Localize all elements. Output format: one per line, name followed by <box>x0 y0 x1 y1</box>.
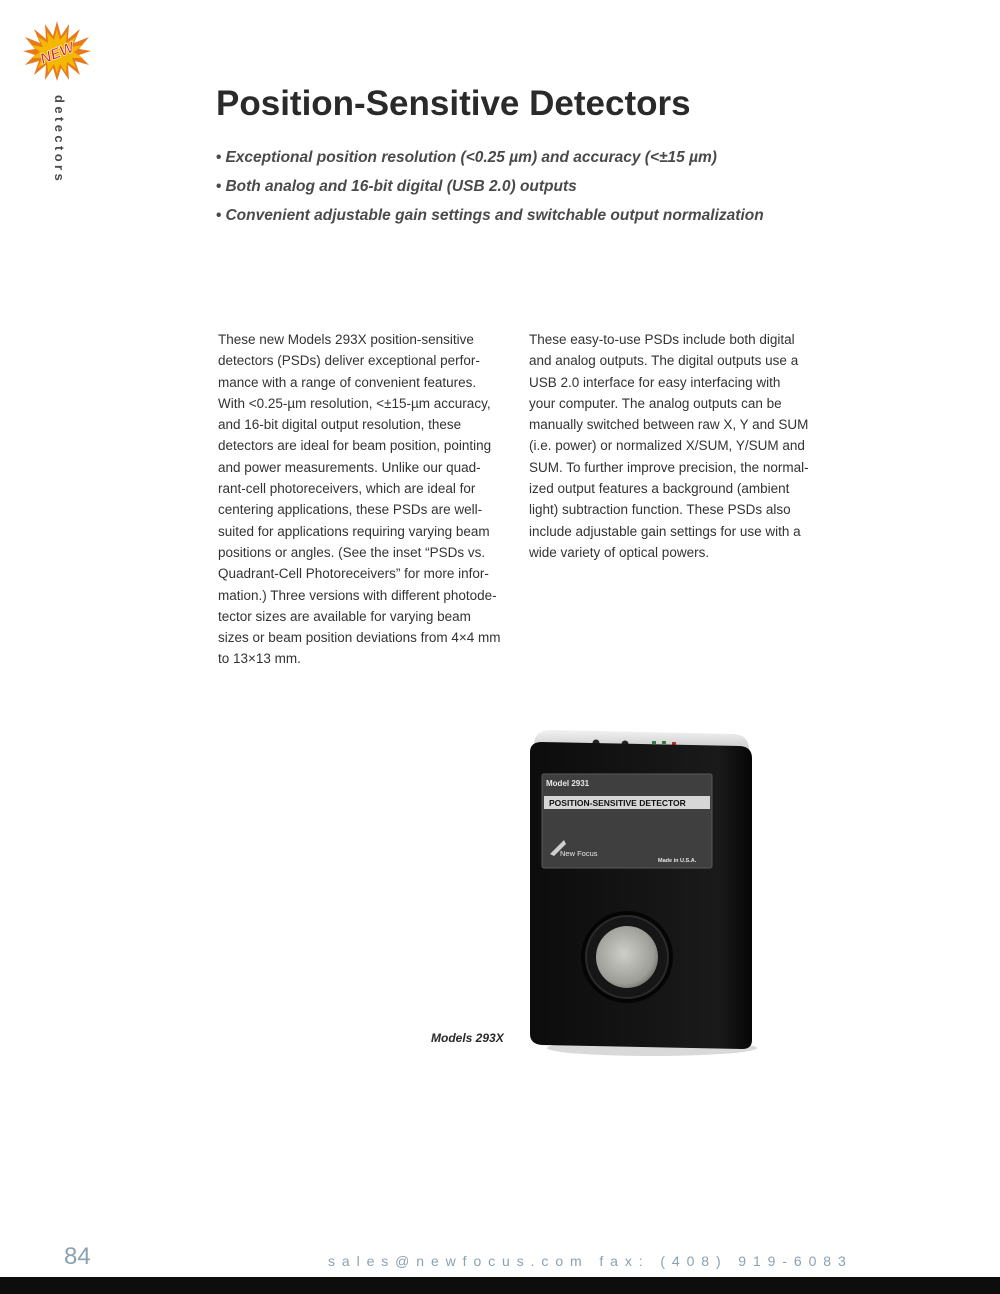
body-line: (i.e. power) or normalized X/SUM, Y/SUM and <box>529 438 805 454</box>
body-line: wide variety of optical powers. <box>529 544 710 560</box>
feature-item: • Convenient adjustable gain settings and switchable output normalization <box>216 201 764 230</box>
led-icon <box>672 742 676 745</box>
device-brand-text: New Focus <box>560 849 598 858</box>
page-number: 84 <box>64 1243 91 1270</box>
new-badge <box>22 20 92 82</box>
body-line: detectors (PSDs) deliver exceptional perfor- <box>218 353 480 369</box>
body-line: ized output features a background (ambient <box>529 481 790 497</box>
body-line: These easy-to-use PSDs include both digital <box>529 332 795 347</box>
photodetector-lens <box>596 926 658 988</box>
device-model-label: Model 2931 <box>546 779 590 788</box>
body-line: USB 2.0 interface for easy interfacing with <box>529 374 781 390</box>
body-line: mation.) Three versions with different photode- <box>218 587 497 603</box>
footer-contact: sales@newfocus.com fax: (408) 919-6083 <box>328 1253 853 1269</box>
body-line: With <0.25-µm resolution, <±15-µm accuracy, <box>218 395 491 411</box>
footer-bar <box>0 1277 1000 1294</box>
body-line: Quadrant-Cell Photoreceivers” for more infor- <box>218 566 489 582</box>
body-line: and analog outputs. The digital outputs use a <box>529 353 799 369</box>
starburst-icon <box>22 20 92 82</box>
feature-list <box>216 143 764 230</box>
body-line: detectors are ideal for beam position, pointing <box>218 438 492 454</box>
body-line: rant-cell photoreceivers, which are ideal for <box>218 481 476 497</box>
section-side-label: detectors <box>52 95 67 185</box>
body-line: tector sizes are available for varying beam <box>218 608 471 624</box>
body-line: light) subtraction function. These PSDs also <box>529 502 791 518</box>
led-icon <box>662 741 666 744</box>
body-line: SUM. To further improve precision, the normal- <box>529 459 809 475</box>
figure-caption: Models 293X <box>431 1031 504 1045</box>
body-line: and power measurements. Unlike our quad- <box>218 459 481 475</box>
body-line: sizes or beam position deviations from 4×4 mm <box>218 630 501 646</box>
body-line: positions or angles. (See the inset “PSDs vs. <box>218 544 486 560</box>
body-column-right <box>529 329 829 563</box>
body-line: suited for applications requiring varying beam <box>218 523 490 539</box>
device-made-in-text: Made in U.S.A. <box>658 858 697 864</box>
badge-text: NEW <box>37 39 77 68</box>
feature-item: • Both analog and 16-bit digital (USB 2.0) outputs <box>216 172 764 201</box>
body-line: centering applications, these PSDs are well- <box>218 502 483 518</box>
device-title-text: POSITION-SENSITIVE DETECTOR <box>549 798 686 808</box>
feature-item: • Exceptional position resolution (<0.25 µm) and accuracy (<±15 µm) <box>216 143 764 172</box>
body-line: These new Models 293X position-sensitive <box>218 332 474 347</box>
product-photo <box>512 722 762 1062</box>
detector-device-image <box>512 722 762 1062</box>
body-line: your computer. The analog outputs can be <box>529 395 782 411</box>
led-icon <box>652 741 656 744</box>
page-title: Position-Sensitive Detectors <box>216 84 691 123</box>
body-line: and 16-bit digital output resolution, these <box>218 417 462 433</box>
body-line: manually switched between raw X, Y and SUM <box>529 417 809 433</box>
body-line: mance with a range of convenient features. <box>218 374 477 390</box>
body-line: to 13×13 mm. <box>218 651 301 667</box>
body-line: include adjustable gain settings for use with a <box>529 523 801 539</box>
body-column-left <box>218 329 513 670</box>
